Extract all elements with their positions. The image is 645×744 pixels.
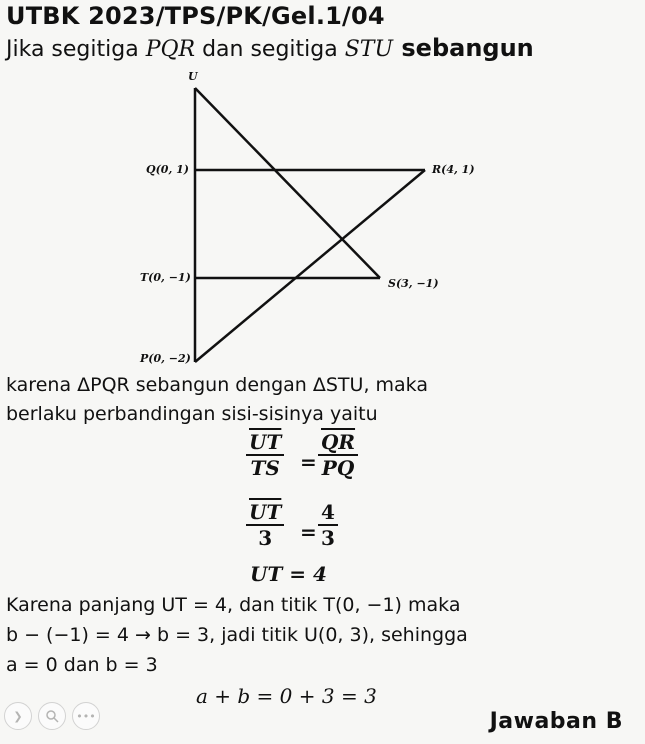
intro-line xyxy=(6,34,534,62)
more-options-icon[interactable]: ••• xyxy=(72,702,100,730)
eq1-left-den: TS xyxy=(250,456,280,480)
triangle-figure xyxy=(120,70,500,370)
label-s: S(3, −1) xyxy=(388,277,439,290)
eq1-equals: = xyxy=(300,450,317,474)
eq1-right-num: $\overline{QR}$ xyxy=(318,430,358,456)
eq2-left-num: $\overline{UT}$ xyxy=(246,500,284,526)
explanation-line-2: berlaku perbandingan sisi-sisinya yaitu xyxy=(6,403,378,425)
conclusion-line-2: b − (−1) = 4 → b = 3, jadi titik U(0, 3), sehingga xyxy=(6,624,468,646)
conclusion-line-1: Karena panjang UT = 4, dan titik T(0, −1) maka xyxy=(6,594,461,616)
label-r: R(4, 1) xyxy=(432,163,475,176)
segment-pr xyxy=(195,170,425,362)
page-title: UTBK 2023/TPS/PK/Gel.1/04 xyxy=(6,2,385,30)
intro-suffix: sebangun xyxy=(393,34,534,62)
final-equation: a + b = 0 + 3 = 3 xyxy=(196,684,377,708)
answer-label: Jawaban B xyxy=(489,709,623,734)
eq2-right-den: 3 xyxy=(321,526,335,550)
eq2-left-den: 3 xyxy=(258,526,273,550)
label-t: T(0, −1) xyxy=(140,271,191,284)
eq2-right-fraction xyxy=(318,500,338,550)
eq2-right-num: 4 xyxy=(318,500,338,526)
eq2-left-fraction xyxy=(246,500,284,550)
triangle-diagram xyxy=(120,70,500,370)
label-p: P(0, −2) xyxy=(140,352,191,365)
segment-us xyxy=(195,88,380,278)
eq1-right-fraction xyxy=(318,430,358,480)
eq2-equals: = xyxy=(300,520,317,544)
label-u: U xyxy=(188,70,198,83)
conclusion-line-3: a = 0 dan b = 3 xyxy=(6,654,158,676)
triangle-pqr: PQR xyxy=(145,37,196,62)
eq1-left-num: $\overline{UT}$ xyxy=(246,430,284,456)
eq3-result: UT = 4 xyxy=(250,562,327,586)
intro-prefix: Jika segitiga xyxy=(6,37,146,62)
label-q: Q(0, 1) xyxy=(146,163,189,176)
explanation-line-1: karena ΔPQR sebangun dengan ΔSTU, maka xyxy=(6,374,428,396)
triangle-stu: STU xyxy=(344,37,394,62)
intro-middle: dan segitiga xyxy=(195,37,345,62)
eq1-left-fraction xyxy=(246,430,284,480)
zoom-icon[interactable] xyxy=(38,702,66,730)
eq1-right-den: PQ xyxy=(321,456,355,480)
viewer-toolbar xyxy=(4,702,100,730)
chevron-right-icon[interactable]: ❯ xyxy=(4,702,32,730)
